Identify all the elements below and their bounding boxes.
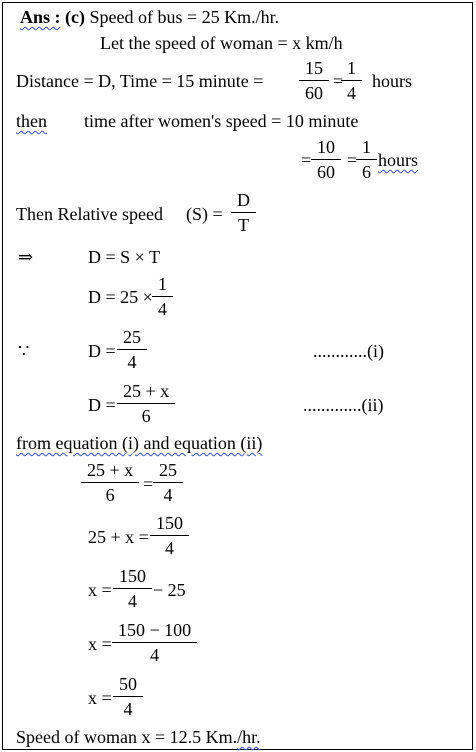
equation-ii-left: D = xyxy=(88,395,116,415)
step-three-right: − 25 xyxy=(153,580,186,600)
relative-speed-symbol: (S) = xyxy=(186,204,223,224)
speed-of-woman-line: Let the speed of woman = x km/h xyxy=(100,33,343,53)
step-four-left: x = xyxy=(88,634,112,654)
fraction-15-60: $\frac{15}{60}$ xyxy=(302,59,326,102)
fraction-50-4: $\frac{50}{4}$ xyxy=(116,675,140,718)
fraction-150-100-4: $\frac{150 - 100}{4}$ xyxy=(115,621,194,664)
fraction-1-6: $\frac{1}{6}$ xyxy=(359,138,374,181)
fraction-25-4: $\frac{25}{4}$ xyxy=(156,461,180,504)
fraction-25x-6: $\frac{25 + x}{6}$ xyxy=(84,461,136,504)
equation-i-left: D = xyxy=(88,341,116,361)
equation-i-tag: ............(i) xyxy=(313,341,384,361)
fraction-1-4: $\frac{1}{4}$ xyxy=(155,275,170,318)
because-symbol: ∵ xyxy=(18,341,30,361)
fraction-25x-6: $\frac{25 + x}{6}$ xyxy=(120,382,172,425)
relative-speed-label: Then Relative speed xyxy=(16,204,163,224)
step-two-left: 25 + x = xyxy=(88,527,149,547)
equals-sign: = xyxy=(301,150,312,170)
distance-calc-left: D = 25 × xyxy=(88,287,153,307)
fraction-10-60: $\frac{10}{60}$ xyxy=(314,138,338,181)
fraction-d-t: $\frac{D}{T}$ xyxy=(234,191,253,234)
distance-formula: D = S × T xyxy=(88,247,160,267)
implies-symbol: ⇒ xyxy=(18,247,34,267)
fraction-150-4: $\frac{150}{4}$ xyxy=(116,567,149,610)
answer-label: Ans : (c) Speed of bus = 25 Km./hr. xyxy=(20,7,280,27)
step-three-left: x = xyxy=(88,580,112,600)
equation-ii-tag: .............(ii) xyxy=(303,395,384,415)
then-word: then xyxy=(16,111,47,131)
equals-sign: = xyxy=(347,150,358,170)
from-equation-line: from equation (i) and equation (ii) xyxy=(16,433,263,453)
fraction-150-4: $\frac{150}{4}$ xyxy=(153,514,186,557)
time-after-line: time after women's speed = 10 minute xyxy=(84,111,359,131)
step-five-left: x = xyxy=(88,688,112,708)
hours-unit: hours xyxy=(378,150,418,170)
distance-time-line: Distance = D, Time = 15 minute = xyxy=(16,71,264,91)
equals-sign: = xyxy=(143,474,154,494)
hours-unit: hours xyxy=(372,71,412,91)
equals-sign: = xyxy=(333,71,344,91)
final-answer: Speed of woman x = 12.5 Km./hr. xyxy=(16,727,261,747)
fraction-25-4: $\frac{25}{4}$ xyxy=(120,328,144,371)
fraction-1-4: $\frac{1}{4}$ xyxy=(344,59,359,102)
